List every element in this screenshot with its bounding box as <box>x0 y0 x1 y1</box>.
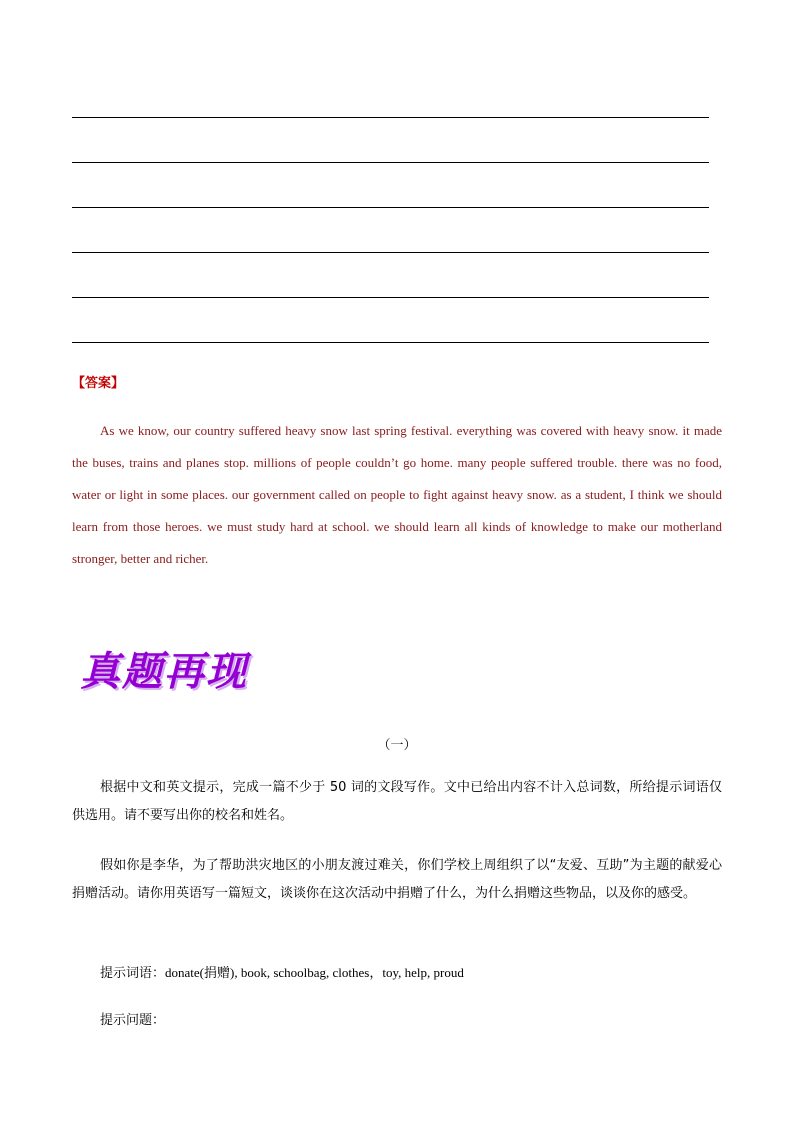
scenario-paragraph: 假如你是李华，为了帮助洪灾地区的小朋友渡过难关，你们学校上周组织了以“友爱、互助”为主题的献爱心捐赠活动。请你用英语写一篇短文，谈谈你在这次活动中捐赠了什么，为什么捐赠这些物品，以及你的感受。 <box>72 858 722 901</box>
hint-words-list: donate(捐赠), book, schoolbag, clothes，toy, help, proud <box>165 965 464 980</box>
writing-line <box>72 207 709 208</box>
hint-words <box>100 962 464 981</box>
hint-questions-label: 提示问题： <box>100 1013 166 1028</box>
writing-line <box>72 117 709 118</box>
hint-words-label: 提示词语： <box>100 966 166 981</box>
answer-label: 【答案】 <box>72 376 125 391</box>
section-title: 真题再现 <box>80 648 248 695</box>
writing-line <box>72 342 709 343</box>
answer-text: As we know, our country suffered heavy snow last spring festival. everything was covered with heavy snow. it made the buses, trains and planes stop. millions of people couldn’t go home. many people suffered trouble. there was no food, water or light in some places. our government called on people to fight against heavy snow. as a student, I think we should learn from those heroes. we must study hard at school. we should learn all kinds of knowledge to make our motherland stronger, better and richer. <box>72 423 722 566</box>
writing-line <box>72 162 709 163</box>
writing-line <box>72 252 709 253</box>
instruction-paragraph: 根据中文和英文提示，完成一篇不少于 50 词的文段写作。文中已给出内容不计入总词数，所给提示词语仅供选用。请不要写出你的校名和姓名。 <box>72 780 722 823</box>
question-number: （一） <box>377 738 417 753</box>
writing-line <box>72 297 709 298</box>
